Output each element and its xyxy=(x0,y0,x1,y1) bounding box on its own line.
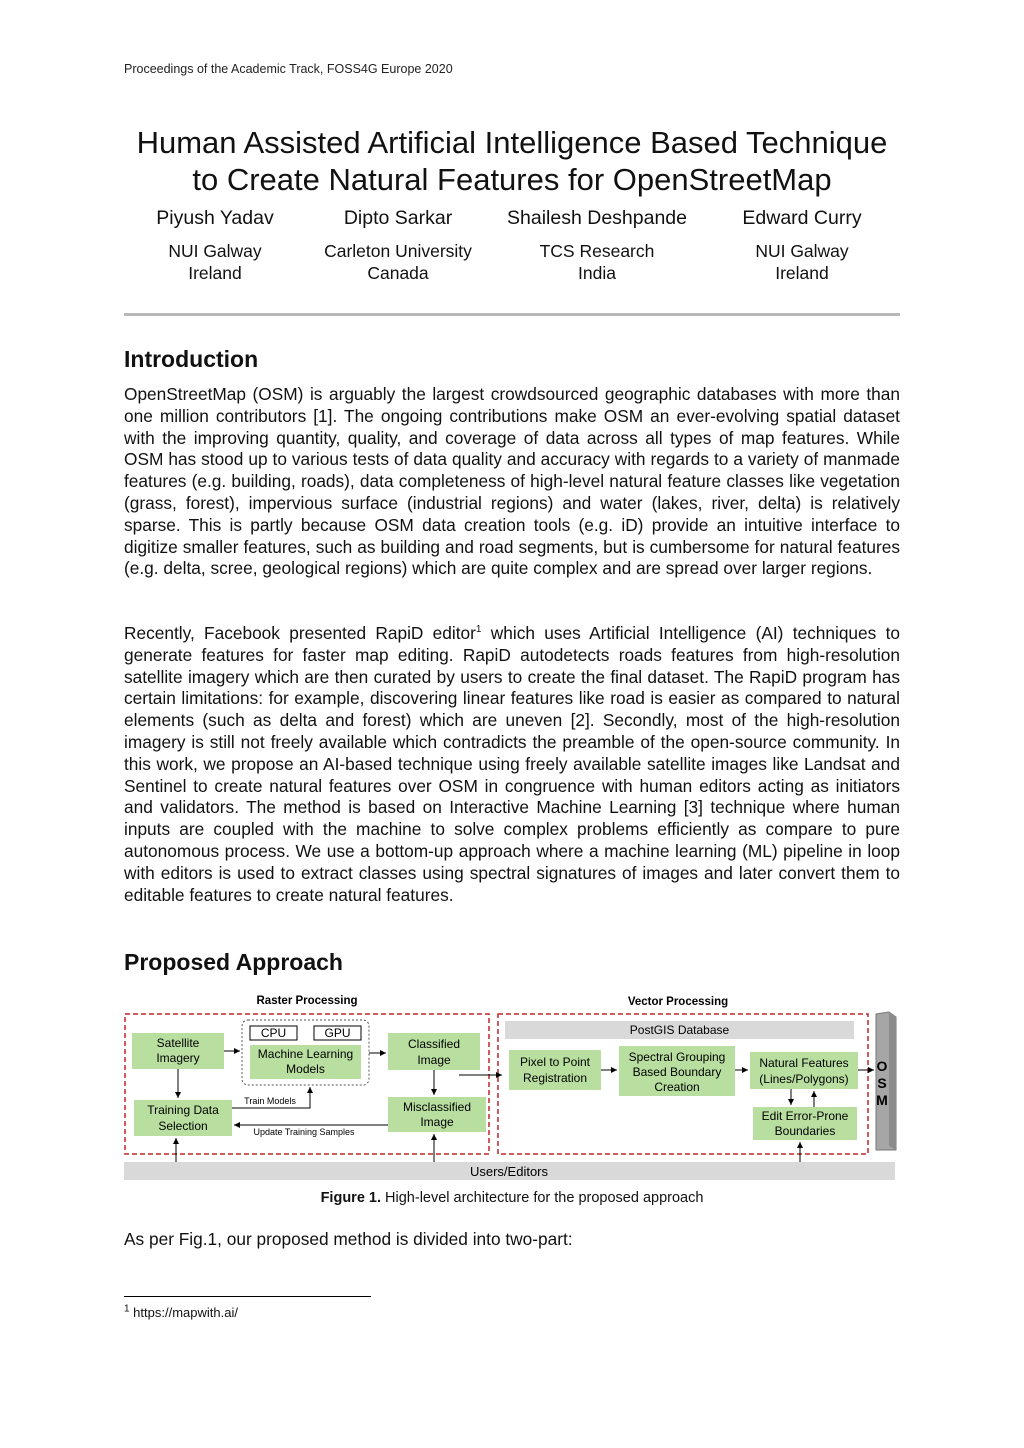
author-name: Shailesh Deshpande xyxy=(507,207,687,229)
paper-title xyxy=(100,124,924,198)
author-block xyxy=(0,206,1024,296)
natural-features-label: Natural Features xyxy=(759,1056,849,1070)
ml-models-label: Machine Learning xyxy=(257,1047,354,1061)
train-models-label: Train Models xyxy=(244,1096,296,1106)
caption-label: Figure 1. xyxy=(320,1190,382,1206)
footnote-link[interactable]: https://mapwith.ai/ xyxy=(129,1305,238,1320)
author-affiliation xyxy=(288,240,508,284)
misclassified-image-label: Image xyxy=(420,1115,454,1129)
author-country: Canada xyxy=(367,263,429,283)
author xyxy=(487,206,707,284)
osm-block-side xyxy=(889,1012,896,1150)
after-figure-paragraph: As per Fig.1, our proposed method is divided into two-part: xyxy=(124,1229,573,1249)
ml-models-label: Models xyxy=(286,1062,325,1076)
satellite-imagery-label: Satellite xyxy=(156,1036,200,1050)
spectral-grouping-label: Creation xyxy=(654,1080,700,1094)
pixel-to-point-label: Registration xyxy=(522,1071,588,1085)
edit-boundaries-label: Edit Error-Prone xyxy=(761,1109,849,1123)
author-name: Dipto Sarkar xyxy=(343,207,453,229)
title-line-2: to Create Natural Features for OpenStreetMap xyxy=(192,162,832,197)
users-editors-label: Users/Editors xyxy=(469,1164,549,1179)
author-org: Carleton University xyxy=(324,241,472,261)
training-data-label: Selection xyxy=(158,1119,208,1133)
misclassified-image-label: Misclassified xyxy=(402,1100,472,1114)
gpu-label: GPU xyxy=(324,1026,351,1040)
author-country: Ireland xyxy=(775,263,829,283)
author-affiliation xyxy=(487,240,707,284)
pixel-to-point-label: Pixel to Point xyxy=(519,1055,591,1069)
cpu-label: CPU xyxy=(260,1026,287,1040)
author-name: Piyush Yadav xyxy=(156,207,274,229)
postgis-database-label: PostGIS Database xyxy=(629,1023,730,1037)
author-org: TCS Research xyxy=(539,241,655,261)
author xyxy=(692,206,912,284)
footnote-divider xyxy=(124,1296,371,1297)
osm-letter: M xyxy=(876,1092,888,1108)
intro-paragraph-1: OpenStreetMap (OSM) is arguably the largest crowdsourced geographic databases with more than one million contributors [1]. The ongoing contributions make OSM an ever-evolving spatial dataset with the improving quantity, quality, and coverage of data across all types of map features. While OSM has stood up to various tests of data quality and accuracy with regards to a variety of manmade features (e.g. building, roads), data completeness of high-level natural feature classes like vegetation (grass, forest), impervious surface (industrial regions) and water (lakes, river, delta) is relatively sparse. This is partly because OSM data creation tools (e.g. iD) provide an intuitive interface to digitize smaller features, such as building and road segments, but is cumbersome for natural features (e.g. delta, scree, geological regions) which are quite complex and are spread over larger regions. xyxy=(124,384,900,579)
classified-image-label: Image xyxy=(417,1053,451,1067)
author-org: NUI Galway xyxy=(755,241,849,261)
author-country: Ireland xyxy=(188,263,242,283)
osm-letter: O xyxy=(876,1058,888,1074)
natural-features-label: (Lines/Polygons) xyxy=(759,1072,849,1086)
caption-text: High-level architecture for the proposed approach xyxy=(381,1190,704,1206)
training-data-label: Training Data xyxy=(147,1103,219,1117)
author-country: India xyxy=(578,263,616,283)
update-samples-label: Update Training Samples xyxy=(253,1127,355,1137)
raster-processing-title: Raster Processing xyxy=(256,995,358,1007)
vector-processing-title: Vector Processing xyxy=(627,996,729,1008)
section-heading-approach: Proposed Approach xyxy=(124,949,343,975)
paragraph-text: which uses Artificial Intelligence (AI) techniques to generate features for faster map editing. RapiD autodetects roads features from high-resolution satellite imagery which are then curated by users to create the final dataset. The RapiD program has certain limitations: for example, discovering linear features like road is easier as compared to natural elements (such as delta and forest) which are uneven [2]. Secondly, most of the high-resolution imagery is still not freely available which contradicts the preamble of the open-source community. In this work, we propose an AI-based technique using freely available satellite images like Landsat and Sentinel to create natural features over OSM in congruence with human editors acting as initiators and validators. The method is based on Interactive Machine Learning [3] technique where human inputs are coupled with the machine to solve complex problems efficiently as compare to pure autonomous process. We use a bottom-up approach where a machine learning (ML) pipeline in loop with editors is used to extract classes using spectral signatures of images and later convert them to editable features to create natural features. xyxy=(124,623,900,905)
figure-caption xyxy=(0,1190,1024,1206)
title-line-1: Human Assisted Artificial Intelligence Based Technique xyxy=(136,125,888,160)
classified-image-label: Classified xyxy=(407,1037,461,1051)
spectral-grouping-label: Spectral Grouping xyxy=(628,1050,726,1064)
paragraph-text: Recently, Facebook presented RapiD editor xyxy=(124,623,476,643)
architecture-diagram xyxy=(124,990,900,1185)
author-org: NUI Galway xyxy=(168,241,262,261)
footnote-reference[interactable]: 1 xyxy=(475,624,482,636)
author xyxy=(288,206,508,284)
footnote-mark: 1 xyxy=(124,1303,130,1315)
satellite-imagery-label: Imagery xyxy=(156,1051,200,1065)
title-divider xyxy=(124,313,900,316)
intro-paragraph-2 xyxy=(124,623,900,906)
author-name: Edward Curry xyxy=(742,207,862,229)
author-affiliation xyxy=(692,240,912,284)
running-header: Proceedings of the Academic Track, FOSS4G Europe 2020 xyxy=(124,62,453,76)
osm-letter: S xyxy=(877,1075,887,1091)
footnote xyxy=(124,1305,238,1320)
section-heading-introduction: Introduction xyxy=(124,346,259,372)
edit-boundaries-label: Boundaries xyxy=(774,1124,836,1138)
spectral-grouping-label: Based Boundary xyxy=(632,1065,722,1079)
